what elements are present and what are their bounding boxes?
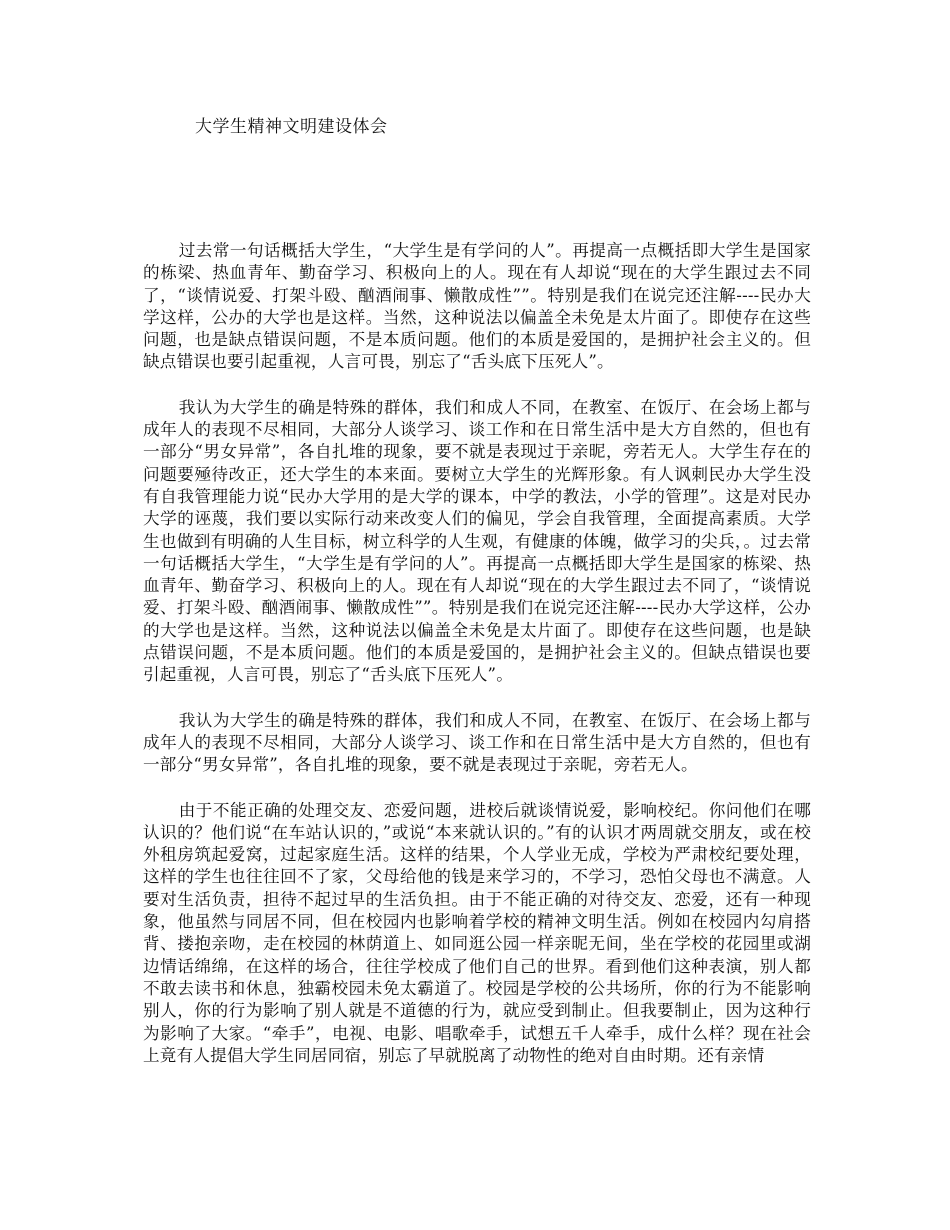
paragraph-2: 我认为大学生的确是特殊的群体，我们和成人不同，在教室、在饭厅、在会场上都与成年人的表现不尽相同，大部分人谈学习、谈工作和在日常生活中是大方自然的，但也有一部分“男女异常”，各自扎堆的现象，要不就是表现过于亲昵，旁若无人。大学生存在的问题要殛待改正，还大学生的本来面。要树立大学生的光辉形象。有人讽刺民办大学生没有自我管理能力说“民办大学用的是大学的课本，中学的教法，小学的管理”。这是对民办大学的诬蔑，我们要以实际行动来改变人们的偏见，学会自我管理，全面提高素质。大学生也做到有明确的人生目标，树立科学的人生观，有健康的体魄，做学习的尖兵，。过去常一句话概括大学生，“大学生是有学问的人”。再提高一点概括即大学生是国家的栋梁、热血青年、勤奋学习、积极向上的人。现在有人却说“现在的大学生跟过去不同了，“谈情说爱、打架斗殴、酗酒闹事、懒散成性””。特别是我们在说完还注解----民办大学这样，公办的大学也是这样。当然，这种说法以偏盖全未免是太片面了。即使存在这些问题，也是缺点错误问题，不是本质问题。他们的本质是爱国的，是拥护社会主义的。但缺点错误也要引起重视，人言可畏，别忘了“舌头底下压死人”。 [143,397,811,685]
paragraph-3: 我认为大学生的确是特殊的群体，我们和成人不同，在教室、在饭厅、在会场上都与成年人的表现不尽相同，大部分人谈学习、谈工作和在日常生活中是大方自然的，但也有一部分“男女异常”，各自扎堆的现象，要不就是表现过于亲昵，旁若无人。 [143,710,811,775]
paragraph-1: 过去常一句话概括大学生，“大学生是有学问的人”。再提高一点概括即大学生是国家的栋梁、热血青年、勤奋学习、积极向上的人。现在有人却说“现在的大学生跟过去不同了，“谈情说爱、打架斗殴、酗酒闹事、懒散成性””。特别是我们在说完还注解----民办大学这样，公办的大学也是这样。当然，这种说法以偏盖全未免是太片面了。即使存在这些问题，也是缺点错误问题，不是本质问题。他们的本质是爱国的，是拥护社会主义的。但缺点错误也要引起重视，人言可畏，别忘了“舌头底下压死人”。 [143,241,811,372]
paragraph-4: 由于不能正确的处理交友、恋爱问题，进校后就谈情说爱，影响校纪。你问他们在哪认识的？他们说“在车站认识的，”或说“本来就认识的。”有的认识才两周就交朋友，或在校外租房筑起爱窝，过起家庭生活。这样的结果，个人学业无成，学校为严肃校纪要处理，这样的学生也往往回不了家，父母给他的钱是来学习的，不学习，恐怕父母也不满意。人要对生活负责，担待不起过早的生活负担。由于不能正确的对待交友、恋爱，还有一种现象，他虽然与同居不同，但在校园内也影响着学校的精神文明生活。例如在校园内勾肩搭背、搂抱亲吻，走在校园的林荫道上、如同逛公园一样亲昵无间，坐在学校的花园里或湖边情话绵绵，在这样的场合，往往学校成了他们自己的世界。看到他们这种表演，别人都不敢去读书和休息，独霸校园未免太霸道了。校园是学校的公共场所，你的行为不能影响别人，你的行为影响了别人就是不道德的行为，就应受到制止。但我要制止，因为这种行为影响了大家。“牵手”，电视、电影、唱歌牵手，试想五千人牵手，成什么样？现在社会上竟有人提倡大学生同居同宿，别忘了早就脱离了动物性的绝对自由时期。还有亲情 [143,800,811,1065]
document-body [143,240,811,1090]
document-title: 大学生精神文明建设体会 [195,117,388,137]
